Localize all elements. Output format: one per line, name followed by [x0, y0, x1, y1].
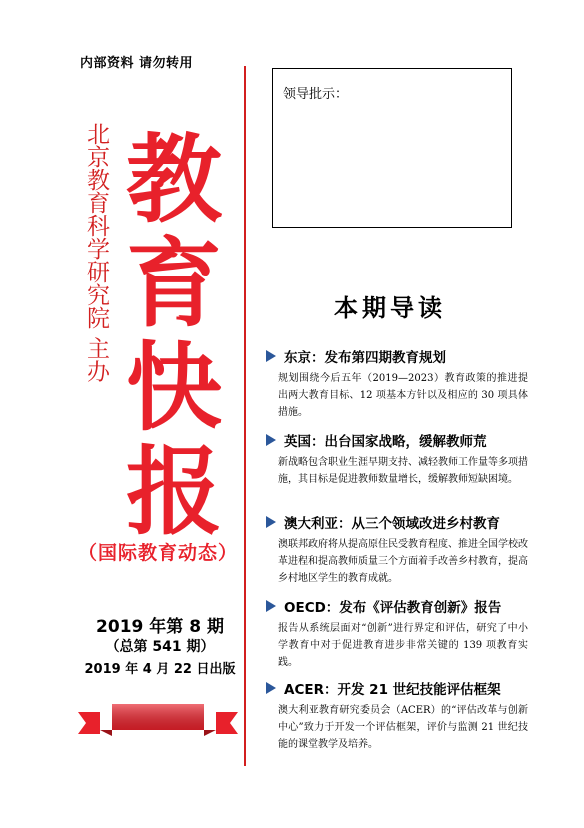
internal-note: 内部资料 请勿转用: [80, 56, 194, 71]
guide-item: [266, 678, 528, 753]
issue-total: （总第 541 期）: [105, 639, 215, 655]
masthead-char: 育: [126, 228, 222, 340]
masthead-title: [118, 124, 230, 548]
leader-comment-box[interactable]: [272, 68, 512, 228]
bullet-triangle-icon: [266, 516, 276, 528]
masthead-char: 教: [126, 124, 222, 236]
guide-item-body: 规划围绕今后五年（2019—2023）教育政策的推进提出两大教育目标、12 项基本方针以及相应的 30 项具体措施。: [278, 373, 528, 418]
organizer-name: 北京教育科学研究院 主办: [83, 122, 109, 383]
guide-item: [266, 512, 528, 587]
guide-item-body: 澳大利亚教育研究委员会（ACER）的“评估改革与创新中心”致力于开发一个评估框架，评价与监测 21 世纪技能的课堂教学及培养。: [278, 705, 528, 750]
issue-number: 2019 年第 8 期: [96, 617, 224, 637]
guide-title: 本期导读: [334, 293, 446, 322]
bullet-triangle-icon: [266, 682, 276, 694]
leader-comment-label: 领导批示：: [283, 87, 349, 102]
guide-item-body: 报告从系统层面对“创新”进行界定和评估，研究了中小学教育中对于促进教育进步非常关键的 139 项教育实践。: [278, 623, 528, 668]
guide-item: [266, 596, 528, 671]
guide-item-head: 东京：发布第四期教育规划: [284, 350, 446, 366]
guide-item: [266, 346, 528, 421]
subtitle: （国际教育动态）: [77, 542, 238, 564]
masthead-char: 报: [126, 436, 222, 548]
guide-item-head: 英国：出台国家战略，缓解教师荒: [284, 434, 487, 450]
bullet-triangle-icon: [266, 434, 276, 446]
bullet-triangle-icon: [266, 600, 276, 612]
guide-item: [266, 430, 528, 488]
bullet-triangle-icon: [266, 350, 276, 362]
guide-item-head: ACER：开发 21 世纪技能评估框架: [284, 682, 501, 698]
masthead-char: 快: [126, 332, 222, 444]
guide-item-body: 澳联邦政府将从提高原住民受教育程度、推进全国学校改革进程和提高教师质量三个方面着手改善乡村教育，提高乡村地区学生的教育成就。: [278, 539, 528, 584]
issue-date: 2019 年 4 月 22 日出版: [84, 662, 236, 677]
guide-item-head: 澳大利亚：从三个领域改进乡村教育: [284, 516, 500, 532]
guide-item-head: OECD：发布《评估教育创新》报告: [284, 600, 502, 616]
guide-item-body: 新战略包含职业生涯早期支持、减轻教师工作量等多项措施，其目标是促进教师数量增长，缓解教师短缺困境。: [278, 457, 528, 485]
ribbon-decoration: [78, 700, 238, 740]
